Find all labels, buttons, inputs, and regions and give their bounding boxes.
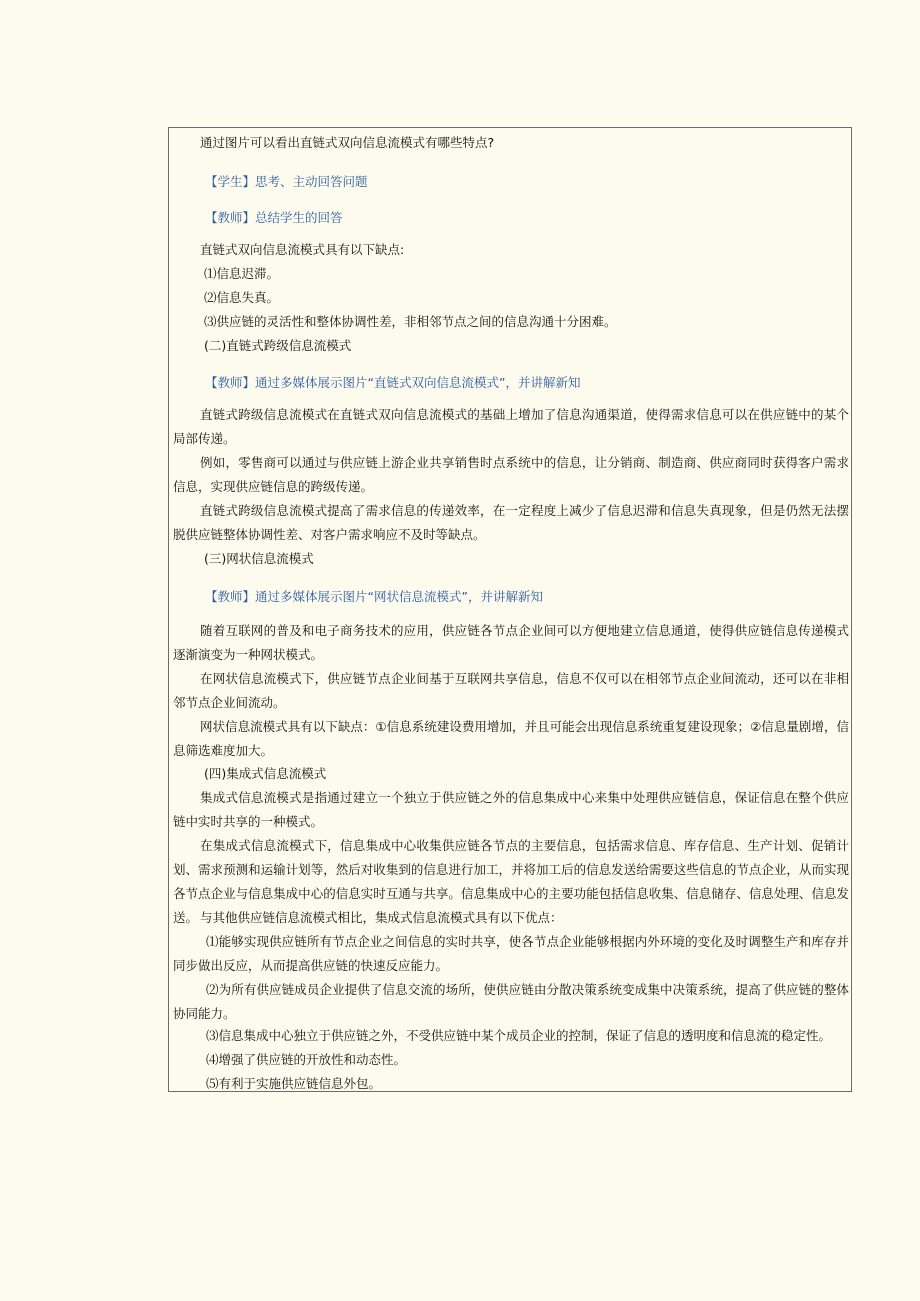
paragraph-cross-1: 直链式跨级信息流模式在直链式双向信息流模式的基础上增加了信息沟通渠道，使得需求信息可以在供应链中的某个局部传递。 [173, 407, 849, 446]
advantage-item-1: ⑴能够实现供应链所有节点企业之间信息的实时共享，使各节点企业能够根据内外环境的变化及时调整生产和库存并同步做出反应，从而提高供应链的快速反应能力。 [173, 934, 849, 973]
paragraph-integrated-3: 与其他供应链信息流模式相比，集成式信息流模式具有以下优点： [200, 910, 563, 925]
teacher-summary-label: 【教师】总结学生的回答 [205, 210, 343, 225]
paragraph-net-2: 在网状信息流模式下，供应链节点企业间基于互联网共享信息，信息不仅可以在相邻节点企业间流动，还可以在非相邻节点企业间流动。 [173, 671, 849, 710]
paragraph-net-1: 随着互联网的普及和电子商务技术的应用，供应链各节点企业间可以方便地建立信息通道，使得供应链信息传递模式逐渐演变为一种网状模式。 [173, 623, 849, 662]
defect-item-2: ⑵信息失真。 [204, 290, 280, 305]
lesson-content-frame [168, 127, 852, 1092]
advantage-item-4: ⑷增强了供应链的开放性和动态性。 [206, 1052, 407, 1067]
paragraph-integrated-1: 集成式信息流模式是指通过建立一个独立于供应链之外的信息集成中心来集中处理供应链信息，保证信息在整个供应链中实时共享的一种模式。 [173, 790, 849, 829]
student-response-label: 【学生】思考、主动回答问题 [205, 174, 368, 189]
paragraph-cross-3: 直链式跨级信息流模式提高了需求信息的传递效率，在一定程度上减少了信息迟滞和信息失真现象，但是仍然无法摆脱供应链整体协调性差、对客户需求响应不及时等缺点。 [173, 503, 849, 542]
paragraph-integrated-2: 在集成式信息流模式下，信息集成中心收集供应链各节点的主要信息，包括需求信息、库存信息、生产计划、促销计划、需求预测和运输计划等，然后对收集到的信息进行加工，并将加工后的信息发送给需要这些信息的节点企业，从而实现各节点企业与信息集成中心的信息实时互通与共享。信息集成中心的主要功能包括信息收集、信息储存、信息处理、信息发送。 [173, 838, 849, 925]
advantage-item-2: ⑵为所有供应链成员企业提供了信息交流的场所，使供应链由分散决策系统变成集中决策系统，提高了供应链的整体协同能力。 [173, 982, 849, 1021]
section-heading-4: (四)集成式信息流模式 [204, 766, 327, 781]
paragraph-cross-2: 例如，零售商可以通过与供应链上游企业共享销售时点系统中的信息，让分销商、制造商、供应商同时获得客户需求信息，实现供应链信息的跨级传递。 [173, 455, 849, 494]
defect-item-3: ⑶供应链的灵活性和整体协调性差，非相邻节点之间的信息沟通十分困难。 [204, 314, 617, 329]
section-heading-2: (二)直链式跨级信息流模式 [204, 338, 352, 353]
defects-intro: 直链式双向信息流模式具有以下缺点: [200, 242, 405, 257]
advantage-item-3: ⑶信息集成中心独立于供应链之外，不受供应链中某个成员企业的控制，保证了信息的透明度和信息流的稳定性。 [206, 1028, 832, 1043]
defect-item-1: ⑴信息迟滞。 [204, 266, 280, 281]
paragraph-net-3: 网状信息流模式具有以下缺点：①信息系统建设费用增加，并且可能会出现信息系统重复建设现象；②信息量剧增，信息筛选难度加大。 [173, 719, 849, 758]
question-text: 通过图片可以看出直链式双向信息流模式有哪些特点? [200, 135, 495, 150]
section-heading-3: (三)网状信息流模式 [204, 551, 314, 566]
teacher-instruction-2: 【教师】通过多媒体展示图片“直链式双向信息流模式”，并讲解新知 [205, 375, 581, 390]
advantage-item-5: ⑸有利于实施供应链信息外包。 [206, 1076, 382, 1091]
teacher-instruction-3: 【教师】通过多媒体展示图片“网状信息流模式”，并讲解新知 [205, 589, 543, 604]
